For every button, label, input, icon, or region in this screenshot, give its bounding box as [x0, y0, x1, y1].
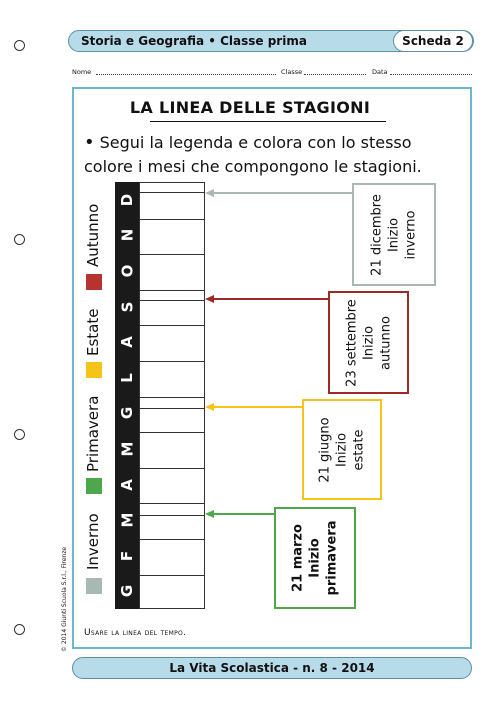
sheet-number: Scheda 2	[393, 30, 473, 52]
month-cell: M	[118, 512, 136, 528]
box-inizio-primavera	[274, 507, 356, 609]
box-inizio-inverno	[352, 183, 436, 286]
arrow-estate	[205, 403, 302, 411]
box-text: 21 giugno Inizio estate	[317, 416, 367, 483]
month-cell: L	[118, 373, 136, 383]
header-title: Storia e Geografia • Classe prima	[81, 34, 307, 48]
arrow-autunno	[205, 295, 328, 303]
instruction-body: Segui la legenda e colora con lo stesso colore i mesi che compongono le stagioni.	[84, 133, 422, 176]
date-label: Data	[372, 68, 388, 76]
legend-label: Primavera	[84, 395, 102, 472]
worksheet-title: LA LINEA DELLE STAGIONI	[129, 98, 371, 117]
box-text: 21 dicembre Inizio inverno	[369, 193, 419, 276]
month-cell: A	[117, 336, 136, 348]
legend-label: Autunno	[84, 203, 102, 267]
month-cell: G	[118, 585, 136, 598]
name-label: Nome	[72, 68, 92, 76]
box-inizio-autunno	[328, 291, 409, 394]
month-cell: S	[118, 301, 136, 312]
month-cell: D	[117, 193, 136, 207]
box-inizio-estate	[302, 399, 382, 500]
box-text: 21 marzo Inizio primavera	[290, 520, 340, 596]
month-cell: A	[117, 478, 136, 491]
footer-note: Usare la linea del tempo.	[84, 628, 187, 638]
month-cell: N	[118, 229, 136, 242]
footer-bar: La Vita Scolastica - n. 8 - 2014	[72, 657, 472, 679]
month-cell: G	[118, 407, 136, 420]
box-text: 23 settembre Inizio autunno	[344, 298, 393, 387]
month-cell: F	[118, 550, 136, 561]
month-cell: O	[117, 264, 136, 278]
legend-label: Estate	[84, 308, 102, 356]
arrow-primavera	[205, 510, 274, 518]
arrow-inverno	[205, 189, 352, 197]
month-cell: M	[118, 441, 136, 457]
legend-label: Inverno	[84, 513, 102, 570]
bullet: •	[84, 132, 95, 153]
copyright: © 2014 Giunti Scuola S.r.l., Firenze	[61, 546, 68, 652]
class-label: Classe	[281, 68, 303, 76]
